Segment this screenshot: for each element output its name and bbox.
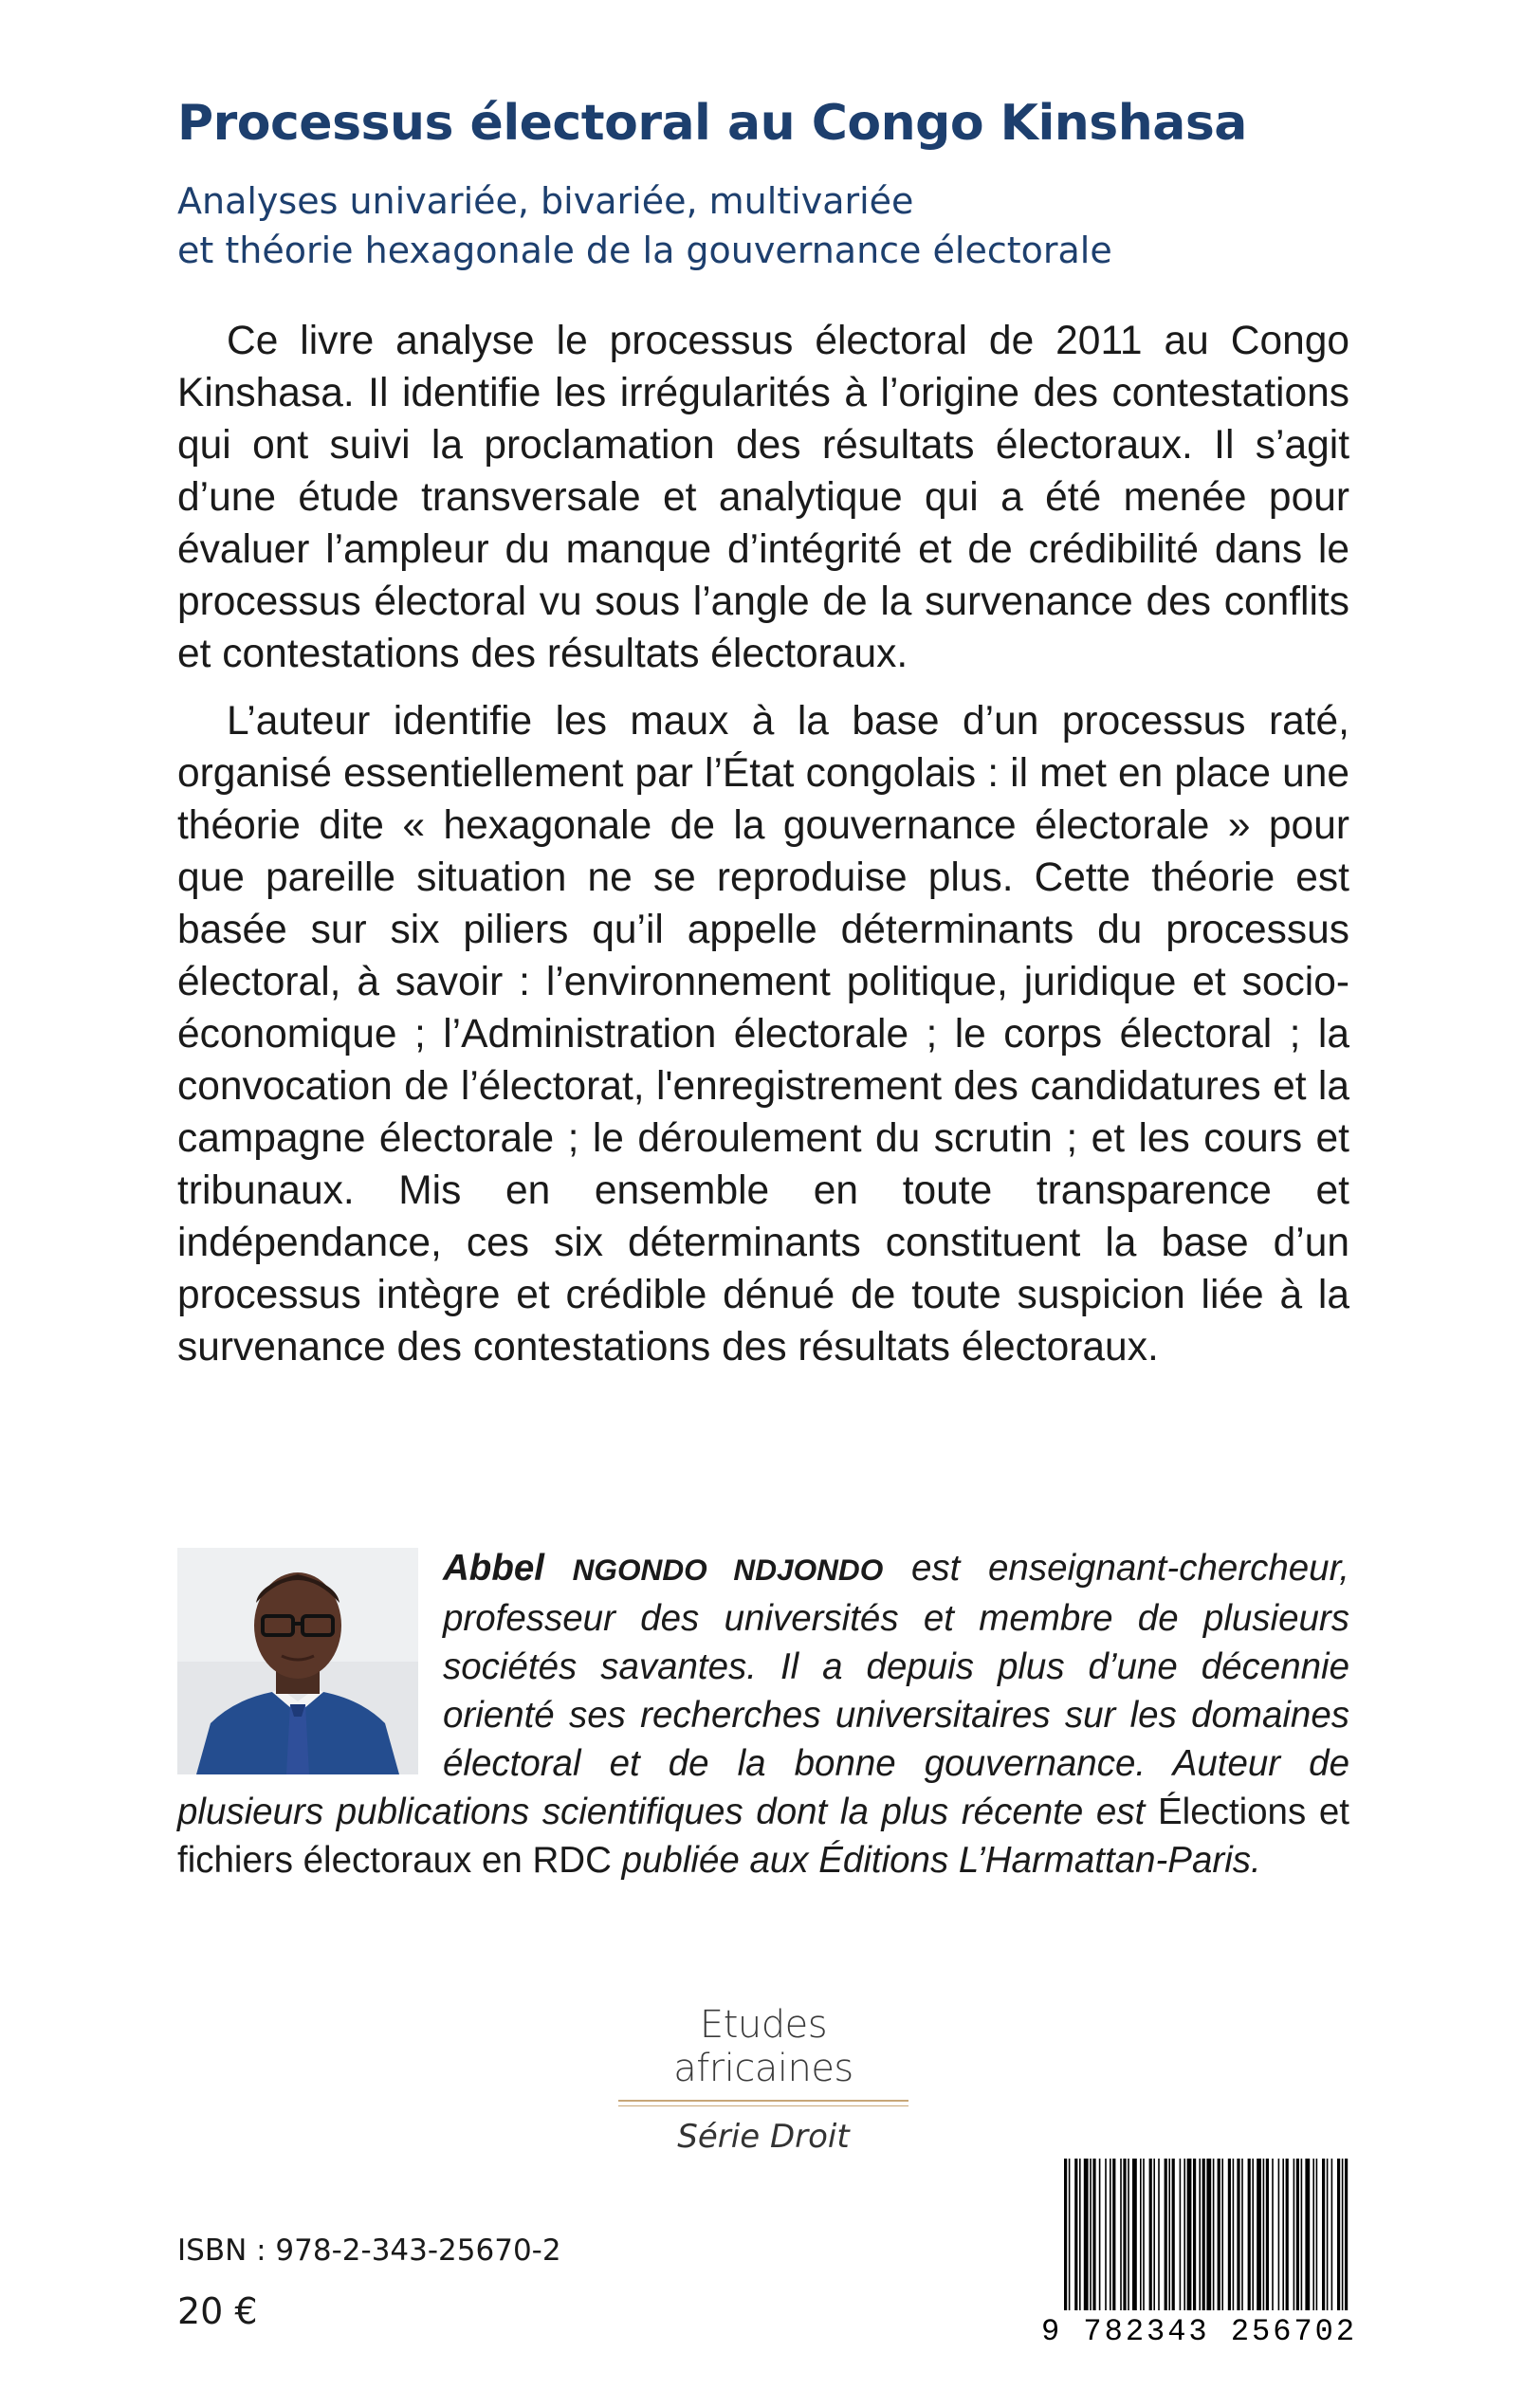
barcode-bar bbox=[1272, 2159, 1274, 2310]
barcode-bar bbox=[1064, 2159, 1067, 2310]
author-bio bbox=[177, 1544, 1349, 1884]
barcode-bar bbox=[1312, 2159, 1314, 2310]
subtitle-line-1: Analyses univariée, bivariée, multivariée bbox=[177, 180, 914, 222]
barcode-bar bbox=[1218, 2159, 1220, 2310]
barcode-bar bbox=[1202, 2159, 1205, 2310]
barcode-bar bbox=[1266, 2159, 1269, 2310]
barcode-bar bbox=[1180, 2159, 1182, 2310]
barcode-bar bbox=[1282, 2159, 1284, 2310]
barcode-bar bbox=[1278, 2159, 1280, 2310]
barcode-bar bbox=[1193, 2159, 1196, 2310]
barcode-bar bbox=[1206, 2159, 1211, 2310]
barcode-bar bbox=[1327, 2159, 1329, 2310]
barcode-bar bbox=[1092, 2159, 1095, 2310]
barcode-bar bbox=[1331, 2159, 1333, 2310]
isbn: ISBN : 978-2-343-25670-2 bbox=[177, 2233, 561, 2268]
barcode-bar bbox=[1228, 2159, 1231, 2310]
barcode-bar bbox=[1079, 2159, 1081, 2310]
barcode-bar bbox=[1069, 2159, 1071, 2310]
barcode-bar bbox=[1123, 2159, 1126, 2310]
barcode-bar bbox=[1221, 2159, 1223, 2310]
barcode-bar bbox=[1237, 2159, 1239, 2310]
barcode-bar bbox=[1165, 2159, 1167, 2310]
author-last-name: NGONDO NDJONDO bbox=[572, 1553, 884, 1587]
subtitle-line-2: et théorie hexagonale de la gouvernance électorale bbox=[177, 230, 1112, 271]
price: 20 € bbox=[177, 2290, 258, 2332]
author-photo bbox=[177, 1548, 418, 1774]
summary-paragraph-1: Ce livre analyse le processus électoral de 2011 au Congo Kinshasa. Il identifie les irrégularités à l’origine des contestations qui ont suivi la proclamation des résultats électoraux. Il s’agit d’une étude transversale et analytique qui a été menée pour évaluer l’ampleur du manque d’intégrité et de crédibilité dans le processus électoral vu sous l’angle de la survenance des conflits et contestations des résultats électoraux. bbox=[177, 319, 1349, 676]
author-book-title: Élections et fichiers électoraux en RDC bbox=[177, 1792, 1349, 1881]
summary-text bbox=[177, 315, 1349, 1373]
barcode-bar bbox=[1168, 2159, 1170, 2310]
barcode-bar bbox=[1090, 2159, 1092, 2310]
barcode-bar bbox=[1322, 2159, 1325, 2310]
barcode-bar bbox=[1213, 2159, 1215, 2310]
summary-paragraph-2: L’auteur identifie les maux à la base d’un processus raté, organisé essentiellement par l’État congolais : il met en place une théorie dite « hexagonale de la gouvernance électorale » pour que pareille situation ne se reproduise plus. Cette théorie est basée sur six piliers qu’il appelle déterminants du processus électoral, à savoir : l’environnement politique, juridique et socio-économique ; l’Administration électorale ; le corps électoral ; la convocation de l’électorat, l'enregistrement des candidatures et la campagne électorale ; le déroulement du scrutin ; et les cours et tribunaux. Mis en ensemble en toute transparence et indépendance, ces six déterminants constituent la base d’un processus intègre et crédible dénué de toute suspicion liée à la survenance des contestations des résultats électoraux. bbox=[177, 699, 1349, 1369]
author-first-name: Abbel bbox=[443, 1548, 544, 1589]
barcode-bar bbox=[1128, 2159, 1129, 2310]
barcode-bar bbox=[1099, 2159, 1101, 2310]
book-title: Processus électoral au Congo Kinshasa bbox=[177, 95, 1247, 152]
series-divider bbox=[618, 2100, 908, 2106]
series-logo bbox=[607, 2003, 920, 2156]
barcode-bar bbox=[1172, 2159, 1175, 2310]
barcode-bar bbox=[1316, 2159, 1318, 2310]
barcode-bar bbox=[1305, 2159, 1310, 2310]
barcode-bar bbox=[1184, 2159, 1185, 2310]
book-subtitle bbox=[177, 176, 1410, 275]
author-bio-part-2: publiée aux Éditions L’Harmattan-Paris. bbox=[621, 1840, 1261, 1881]
barcode-bar bbox=[1248, 2159, 1251, 2310]
barcode-bar bbox=[1337, 2159, 1340, 2310]
barcode-bar bbox=[1286, 2159, 1289, 2310]
barcode-bar bbox=[1252, 2159, 1254, 2310]
barcode-bar bbox=[1149, 2159, 1152, 2310]
barcode-bar bbox=[1105, 2159, 1107, 2310]
barcode-bar bbox=[1074, 2159, 1077, 2310]
barcode-digits: 9 782343 256702 bbox=[1041, 2314, 1364, 2349]
barcode-bar bbox=[1132, 2159, 1137, 2310]
barcode-bar bbox=[1241, 2159, 1243, 2310]
barcode-bar bbox=[1296, 2159, 1299, 2310]
barcode-bar bbox=[1158, 2159, 1160, 2310]
barcode-bar bbox=[1257, 2159, 1261, 2310]
series-subname: Série Droit bbox=[677, 2118, 850, 2156]
barcode-bar bbox=[1199, 2159, 1201, 2310]
author-bio-part-1: est enseignant-chercheur, professeur des universités et membre de plusieurs sociétés savantes. Il a depuis plus d’une décennie orienté ses recherches universitaires sur les domaines électoral et de la bonne gouvernance. Auteur de plusieurs publications scientifiques dont la plus récente est bbox=[177, 1548, 1349, 1832]
barcode-bar bbox=[1345, 2159, 1348, 2310]
barcode-bar bbox=[1301, 2159, 1303, 2310]
barcode-bar bbox=[1143, 2159, 1145, 2310]
barcode-bar bbox=[1187, 2159, 1192, 2310]
barcode-bar bbox=[1120, 2159, 1122, 2310]
barcode-bar bbox=[1084, 2159, 1089, 2310]
barcode-bar bbox=[1294, 2159, 1295, 2310]
barcode-bar bbox=[1153, 2159, 1155, 2310]
barcode-bar bbox=[1263, 2159, 1265, 2310]
barcode-bar bbox=[1342, 2159, 1344, 2310]
barcode-bar bbox=[1112, 2159, 1115, 2310]
barcode-bar bbox=[1110, 2159, 1111, 2310]
series-name: Etudes africaines bbox=[673, 2003, 853, 2090]
barcode-bar bbox=[1140, 2159, 1142, 2310]
barcode-bar bbox=[1233, 2159, 1235, 2310]
